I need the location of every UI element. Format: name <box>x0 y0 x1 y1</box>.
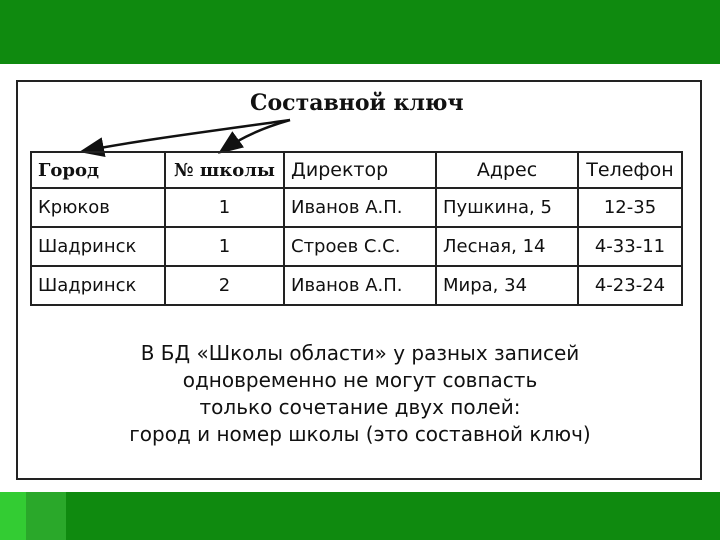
table-row <box>31 227 682 266</box>
cell-address: Лесная, 14 <box>436 227 578 266</box>
cell-school-number: 1 <box>165 188 284 227</box>
cell-city: Шадринск <box>31 227 165 266</box>
table-row <box>31 188 682 227</box>
cell-city: Шадринск <box>31 266 165 305</box>
header-phone: Телефон <box>578 152 682 188</box>
cell-phone: 12-35 <box>578 188 682 227</box>
explanation-line: только сочетание двух полей: <box>199 395 521 419</box>
header-city: Город <box>31 152 165 188</box>
bottom-green-bar <box>0 492 720 540</box>
cell-address: Мира, 34 <box>436 266 578 305</box>
table-header-row <box>31 152 682 188</box>
explanation-line: В БД «Школы области» у разных записей <box>140 341 580 365</box>
explanation-line: город и номер школы (это составной ключ) <box>129 422 591 446</box>
schools-table <box>30 151 683 306</box>
table-row <box>31 266 682 305</box>
cell-director: Строев С.С. <box>284 227 436 266</box>
cell-phone: 4-33-11 <box>578 227 682 266</box>
bottom-accent-square-light <box>0 492 26 540</box>
cell-phone: 4-23-24 <box>578 266 682 305</box>
figure-title: Составной ключ <box>250 90 464 116</box>
cell-director: Иванов А.П. <box>284 188 436 227</box>
cell-school-number: 2 <box>165 266 284 305</box>
header-director: Директор <box>284 152 436 188</box>
explanation-line: одновременно не могут совпасть <box>182 368 538 392</box>
cell-city: Крюков <box>31 188 165 227</box>
cell-school-number: 1 <box>165 227 284 266</box>
top-green-bar <box>0 0 720 64</box>
cell-director: Иванов А.П. <box>284 266 436 305</box>
header-address: Адрес <box>436 152 578 188</box>
header-school-number: № школы <box>165 152 284 188</box>
bottom-accent-square-mid <box>26 492 66 540</box>
cell-address: Пушкина, 5 <box>436 188 578 227</box>
explanation-text <box>40 340 680 448</box>
